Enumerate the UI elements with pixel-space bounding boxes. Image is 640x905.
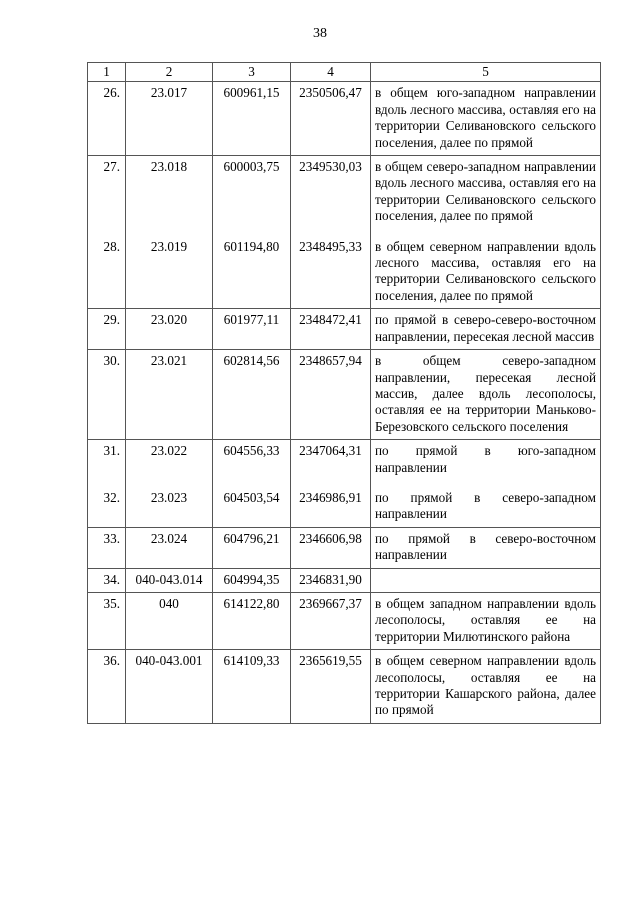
table-row — [88, 440, 601, 480]
coord-x: 604796,21 — [213, 527, 291, 568]
row-number: 28. — [88, 229, 126, 309]
segment-description: в общем западном направлении вдоль лесополосы, оставляя ее на территории Милютинского района — [371, 592, 601, 649]
header-cell: 2 — [126, 63, 213, 82]
row-number: 35. — [88, 592, 126, 649]
coord-x: 601977,11 — [213, 309, 291, 350]
coord-y: 2350506,47 — [291, 82, 371, 156]
row-number: 31. — [88, 440, 126, 480]
header-cell: 1 — [88, 63, 126, 82]
coord-x: 601194,80 — [213, 229, 291, 309]
table-row — [88, 527, 601, 568]
table-row — [88, 568, 601, 592]
point-id: 040-043.001 — [126, 650, 213, 724]
point-id: 23.023 — [126, 480, 213, 527]
coord-y: 2348657,94 — [291, 350, 371, 440]
row-number: 30. — [88, 350, 126, 440]
table-row — [88, 229, 601, 309]
coord-y: 2346831,90 — [291, 568, 371, 592]
coord-x: 604994,35 — [213, 568, 291, 592]
point-id: 040 — [126, 592, 213, 649]
point-id: 040-043.014 — [126, 568, 213, 592]
coord-y: 2348472,41 — [291, 309, 371, 350]
segment-description: по прямой в северо-восточном направлении — [371, 527, 601, 568]
point-id: 23.017 — [126, 82, 213, 156]
row-number: 36. — [88, 650, 126, 724]
row-number: 34. — [88, 568, 126, 592]
table-row — [88, 480, 601, 527]
segment-description: по прямой в юго-западном направлении — [371, 440, 601, 480]
header-cell: 3 — [213, 63, 291, 82]
point-id: 23.019 — [126, 229, 213, 309]
table-row — [88, 156, 601, 229]
coord-y: 2346606,98 — [291, 527, 371, 568]
coord-x: 614122,80 — [213, 592, 291, 649]
page-number: 38 — [313, 26, 327, 41]
point-id: 23.020 — [126, 309, 213, 350]
table-header-row — [88, 63, 601, 82]
segment-description — [371, 568, 601, 592]
row-number: 27. — [88, 156, 126, 229]
table-row — [88, 350, 601, 440]
segment-description: по прямой в северо-западном направлении — [371, 480, 601, 527]
row-number: 32. — [88, 480, 126, 527]
coord-x: 604503,54 — [213, 480, 291, 527]
table-row — [88, 82, 601, 156]
point-id: 23.021 — [126, 350, 213, 440]
coord-y: 2347064,31 — [291, 440, 371, 480]
segment-description: в общем северо-западном направлении, пересекая лесной массив, далее вдоль лесополосы, оставляя ее на территории Маньково-Березовского сельского поселения — [371, 350, 601, 440]
point-id: 23.022 — [126, 440, 213, 480]
coord-x: 602814,56 — [213, 350, 291, 440]
coord-y: 2349530,03 — [291, 156, 371, 229]
segment-description: в общем северо-западном направлении вдоль лесного массива, оставляя его на территории Селивановского сельского поселения, далее по прямой — [371, 156, 601, 229]
segment-description: в общем северном направлении вдоль лесного массива, оставляя его на территории Селивановского сельского поселения, далее по прямой — [371, 229, 601, 309]
header-cell: 4 — [291, 63, 371, 82]
point-id: 23.018 — [126, 156, 213, 229]
row-number: 33. — [88, 527, 126, 568]
coord-y: 2369667,37 — [291, 592, 371, 649]
coord-y: 2348495,33 — [291, 229, 371, 309]
coord-x: 614109,33 — [213, 650, 291, 724]
coord-x: 600003,75 — [213, 156, 291, 229]
segment-description: в общем юго-западном направлении вдоль лесного массива, оставляя его на территории Селивановского сельского поселения, далее по прямой — [371, 82, 601, 156]
segment-description: по прямой в северо-северо-восточном направлении, пересекая лесной массив — [371, 309, 601, 350]
table-row — [88, 650, 601, 724]
header-cell: 5 — [371, 63, 601, 82]
row-number: 29. — [88, 309, 126, 350]
coord-x: 604556,33 — [213, 440, 291, 480]
point-id: 23.024 — [126, 527, 213, 568]
coord-y: 2365619,55 — [291, 650, 371, 724]
boundary-points-table — [87, 62, 601, 724]
segment-description: в общем северном направлении вдоль лесополосы, оставляя ее на территории Кашарского района, далее по прямой — [371, 650, 601, 724]
coord-x: 600961,15 — [213, 82, 291, 156]
table-row — [88, 309, 601, 350]
table-row — [88, 592, 601, 649]
coord-y: 2346986,91 — [291, 480, 371, 527]
row-number: 26. — [88, 82, 126, 156]
